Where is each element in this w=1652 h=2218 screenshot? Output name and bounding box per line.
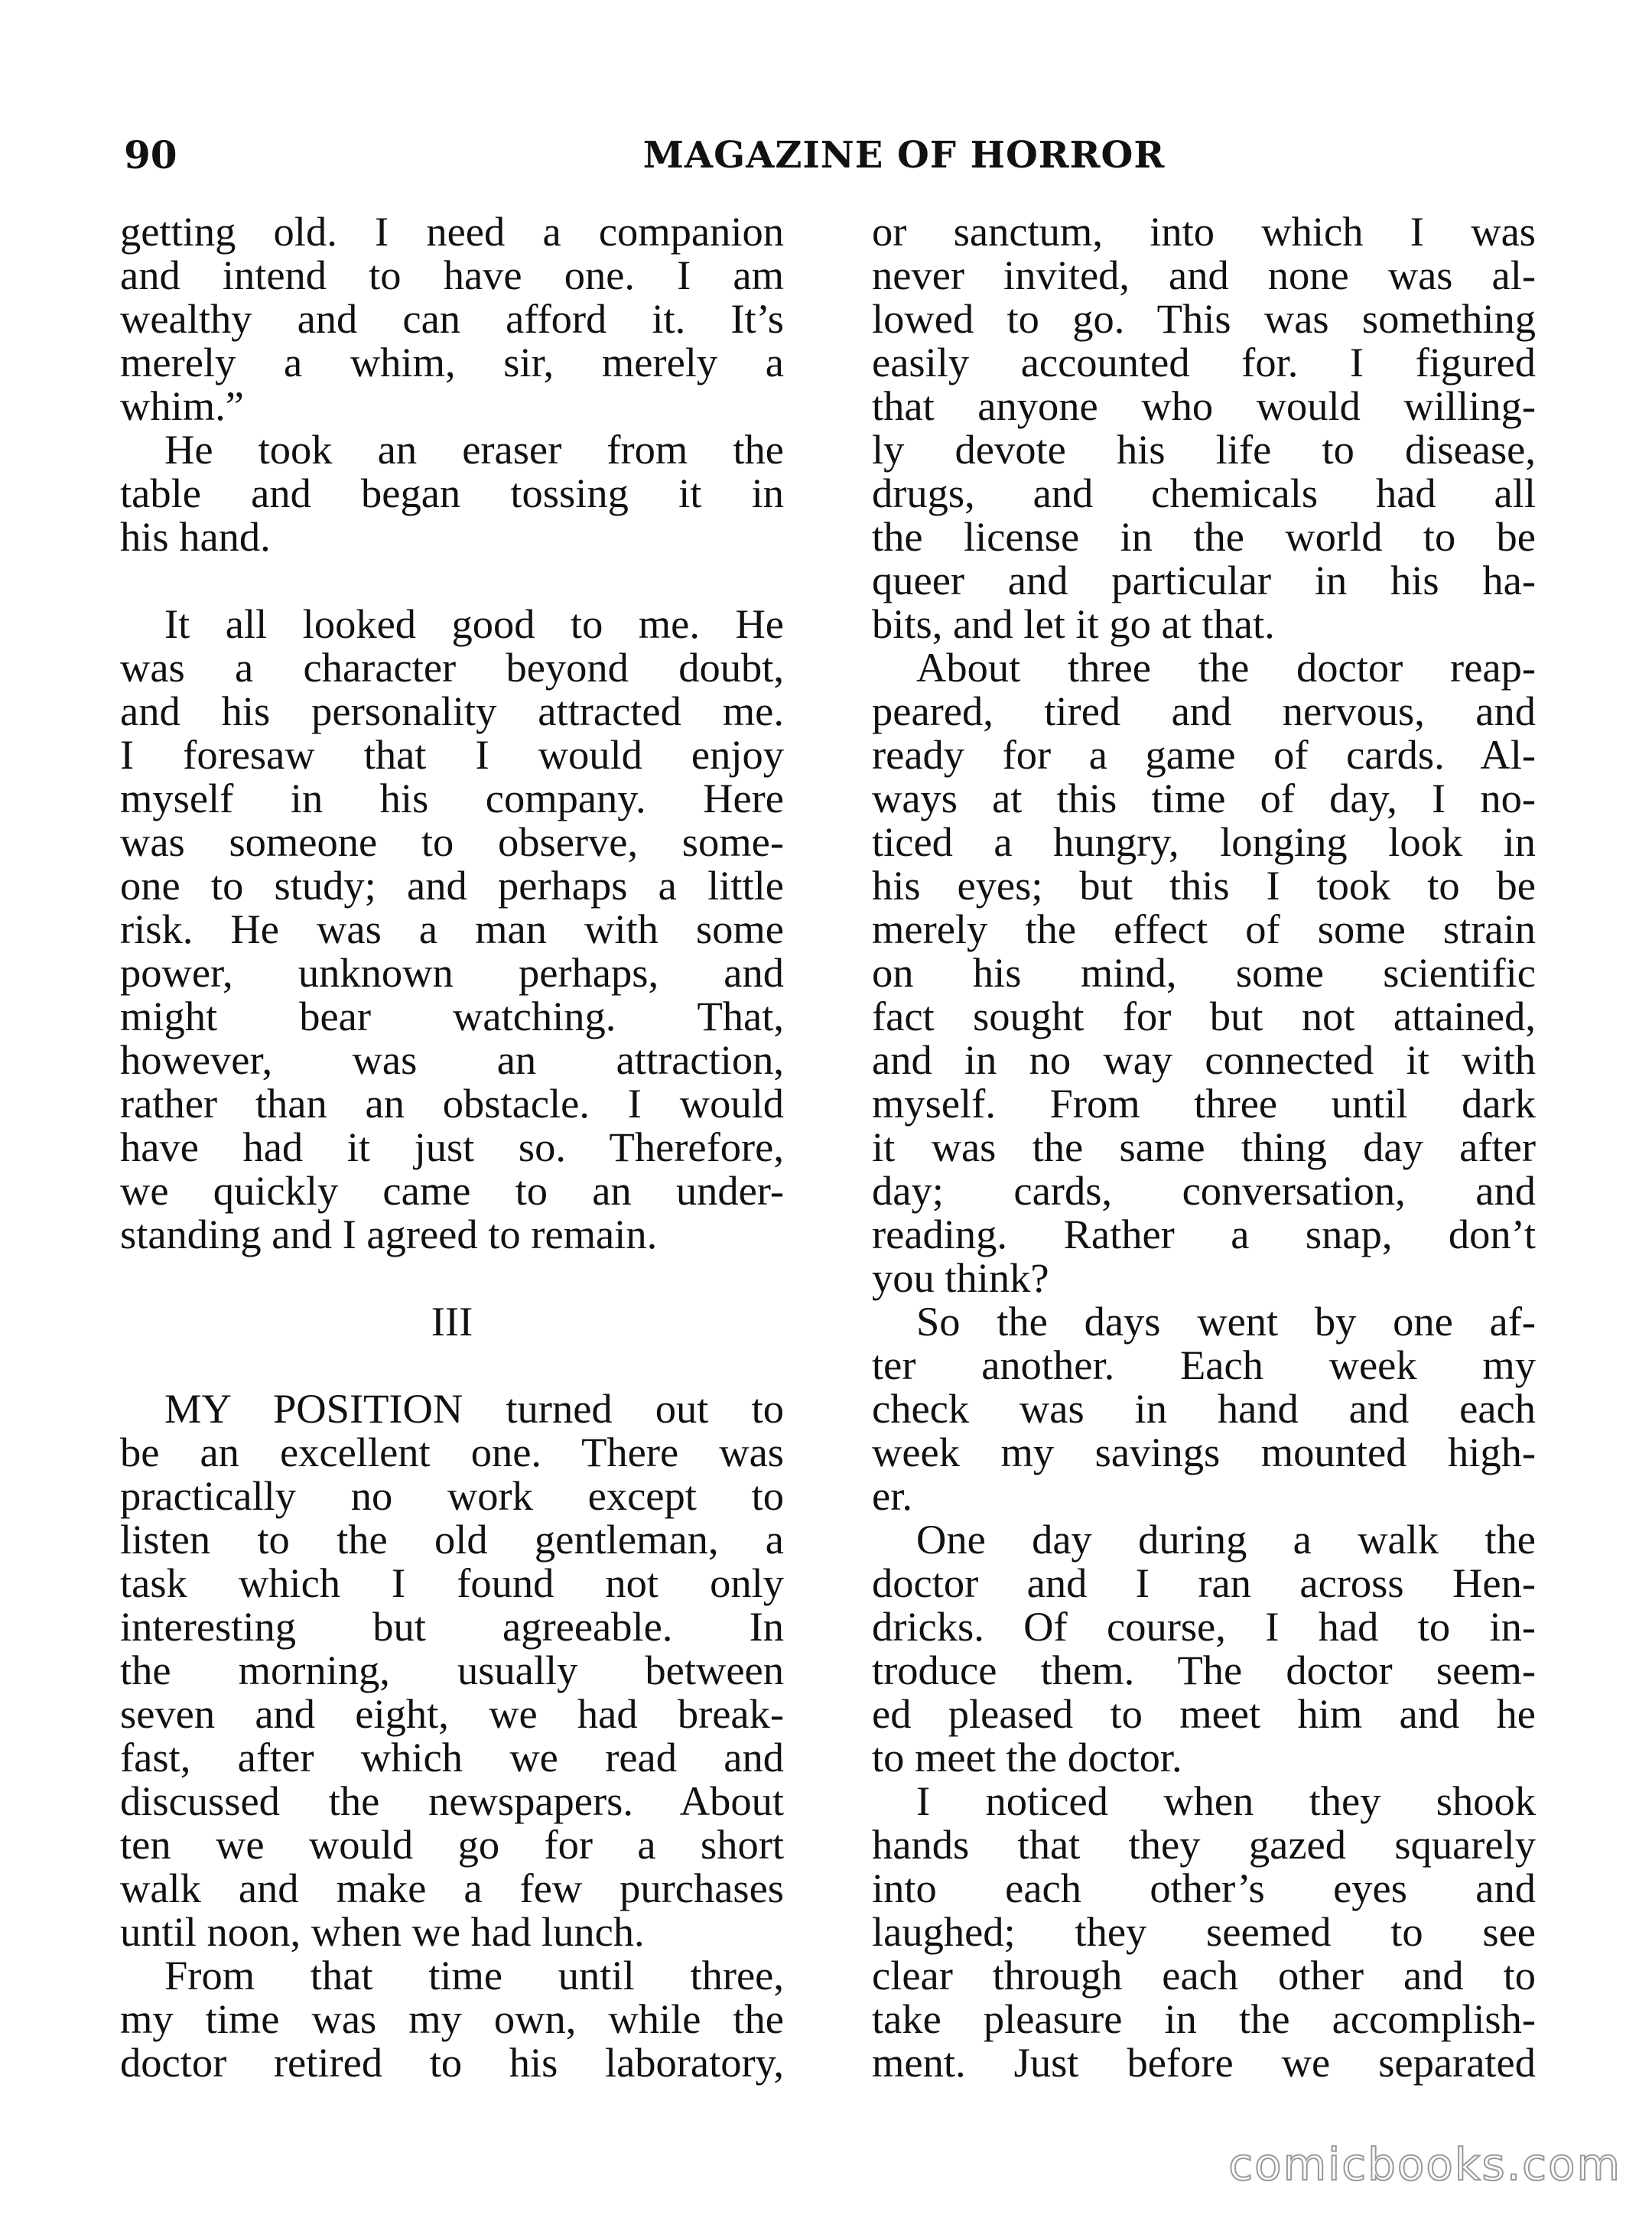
left-column xyxy=(120,210,784,2084)
blank-line xyxy=(120,1343,784,1387)
text-line: the morning, usually between xyxy=(120,1647,784,1693)
text-line: ways at this time of day, I no- xyxy=(872,775,1536,821)
blank-line xyxy=(120,1256,784,1299)
text-line: it was the same thing day after xyxy=(872,1124,1536,1170)
text-line: He took an eraser from the xyxy=(164,426,784,473)
text-line: table and began tossing it in xyxy=(120,470,784,516)
text-line: troduce them. The doctor seem- xyxy=(872,1647,1536,1693)
text-line: clear through each other and to xyxy=(872,1952,1536,1998)
text-line: I foresaw that I would enjoy xyxy=(120,731,784,778)
text-line: and in no way connected it with xyxy=(872,1036,1536,1083)
text-line: never invited, and none was al- xyxy=(872,252,1536,298)
text-line: ready for a game of cards. Al- xyxy=(872,731,1536,778)
text-line: rather than an obstacle. I would xyxy=(120,1080,784,1127)
text-line: check was in hand and each xyxy=(872,1385,1536,1432)
text-line: fact sought for but not attained, xyxy=(872,993,1536,1039)
text-line: his hand. xyxy=(120,513,271,560)
text-line: From that time until three, xyxy=(164,1952,784,1998)
text-line: merely a whim, sir, merely a xyxy=(120,339,784,385)
text-line: queer and particular in his ha- xyxy=(872,557,1536,603)
text-line: was a character beyond doubt, xyxy=(120,644,784,691)
text-line: hands that they gazed squarely xyxy=(872,1821,1536,1868)
text-line: I noticed when they shook xyxy=(916,1777,1536,1824)
text-line: wealthy and can afford it. It’s xyxy=(120,295,784,342)
section-heading: III xyxy=(431,1298,473,1345)
text-line: ter another. Each week my xyxy=(872,1342,1536,1388)
text-line: might bear watching. That, xyxy=(120,993,784,1039)
text-line: his eyes; but this I took to be xyxy=(872,862,1536,909)
text-line: getting old. I need a companion xyxy=(120,208,784,255)
watermark: comicbooks.com xyxy=(1228,2138,1621,2190)
text-line: myself in his company. Here xyxy=(120,775,784,821)
text-line: that anyone who would willing- xyxy=(872,382,1536,429)
page-number: 90 xyxy=(124,132,177,177)
text-line: MY POSITION turned out to xyxy=(164,1385,784,1432)
text-line: into each other’s eyes and xyxy=(872,1865,1536,1911)
text-line: lowed to go. This was something xyxy=(872,295,1536,342)
text-line: standing and I agreed to remain. xyxy=(120,1211,658,1257)
text-line: reading. Rather a snap, don’t xyxy=(872,1211,1536,1257)
text-line: laughed; they seemed to see xyxy=(872,1908,1536,1955)
text-line: you think? xyxy=(872,1254,1049,1301)
text-line: bits, and let it go at that. xyxy=(872,600,1275,647)
text-line: my time was my own, while the xyxy=(120,1995,784,2042)
text-line: ten we would go for a short xyxy=(120,1821,784,1868)
text-line: on his mind, some scientific xyxy=(872,949,1536,996)
text-line: power, unknown perhaps, and xyxy=(120,949,784,996)
text-line: So the days went by one af- xyxy=(916,1298,1536,1345)
text-line: task which I found not only xyxy=(120,1559,784,1606)
text-line: listen to the old gentleman, a xyxy=(120,1516,784,1563)
text-line: or sanctum, into which I was xyxy=(872,208,1536,255)
text-line: take pleasure in the accomplish- xyxy=(872,1995,1536,2042)
text-line: the license in the world to be xyxy=(872,513,1536,560)
text-line: was someone to observe, some- xyxy=(120,818,784,865)
text-line: About three the doctor reap- xyxy=(916,644,1536,691)
text-line: have had it just so. Therefore, xyxy=(120,1124,784,1170)
text-line: until noon, when we had lunch. xyxy=(120,1908,645,1955)
text-line: ly devote his life to disease, xyxy=(872,426,1536,473)
text-line: One day during a walk the xyxy=(916,1516,1536,1563)
text-line: and his personality attracted me. xyxy=(120,688,784,734)
text-line: day; cards, conversation, and xyxy=(872,1167,1536,1214)
text-line: dricks. Of course, I had to in- xyxy=(872,1603,1536,1650)
text-line: we quickly came to an under- xyxy=(120,1167,784,1214)
text-line: and intend to have one. I am xyxy=(120,252,784,298)
text-line: It all looked good to me. He xyxy=(164,600,784,647)
text-line: seven and eight, we had break- xyxy=(120,1690,784,1737)
blank-line xyxy=(120,558,784,602)
text-line: myself. From three until dark xyxy=(872,1080,1536,1127)
text-line: merely the effect of some strain xyxy=(872,906,1536,952)
text-line: fast, after which we read and xyxy=(120,1734,784,1781)
text-line: drugs, and chemicals had all xyxy=(872,470,1536,516)
text-line: er. xyxy=(872,1472,912,1519)
text-line: risk. He was a man with some xyxy=(120,906,784,952)
text-line: doctor retired to his laboratory, xyxy=(120,2039,784,2086)
text-line: be an excellent one. There was xyxy=(120,1429,784,1475)
text-line: easily accounted for. I figured xyxy=(872,339,1536,385)
text-line: walk and make a few purchases xyxy=(120,1865,784,1911)
text-line: whim.” xyxy=(120,382,244,429)
right-column xyxy=(872,210,1536,2084)
running-title: MAGAZINE OF HORROR xyxy=(642,134,1166,177)
text-line: interesting but agreeable. In xyxy=(120,1603,784,1650)
text-line: ticed a hungry, longing look in xyxy=(872,818,1536,865)
page-header xyxy=(124,128,1546,182)
text-line: ment. Just before we separated xyxy=(872,2039,1536,2086)
text-line: to meet the doctor. xyxy=(872,1734,1182,1781)
text-line: however, was an attraction, xyxy=(120,1036,784,1083)
text-line: one to study; and perhaps a little xyxy=(120,862,784,909)
text-line: week my savings mounted high- xyxy=(872,1429,1536,1475)
text-line: practically no work except to xyxy=(120,1472,784,1519)
text-line: ed pleased to meet him and he xyxy=(872,1690,1536,1737)
text-line: discussed the newspapers. About xyxy=(120,1777,784,1824)
text-line: peared, tired and nervous, and xyxy=(872,688,1536,734)
text-line: doctor and I ran across Hen- xyxy=(872,1559,1536,1606)
